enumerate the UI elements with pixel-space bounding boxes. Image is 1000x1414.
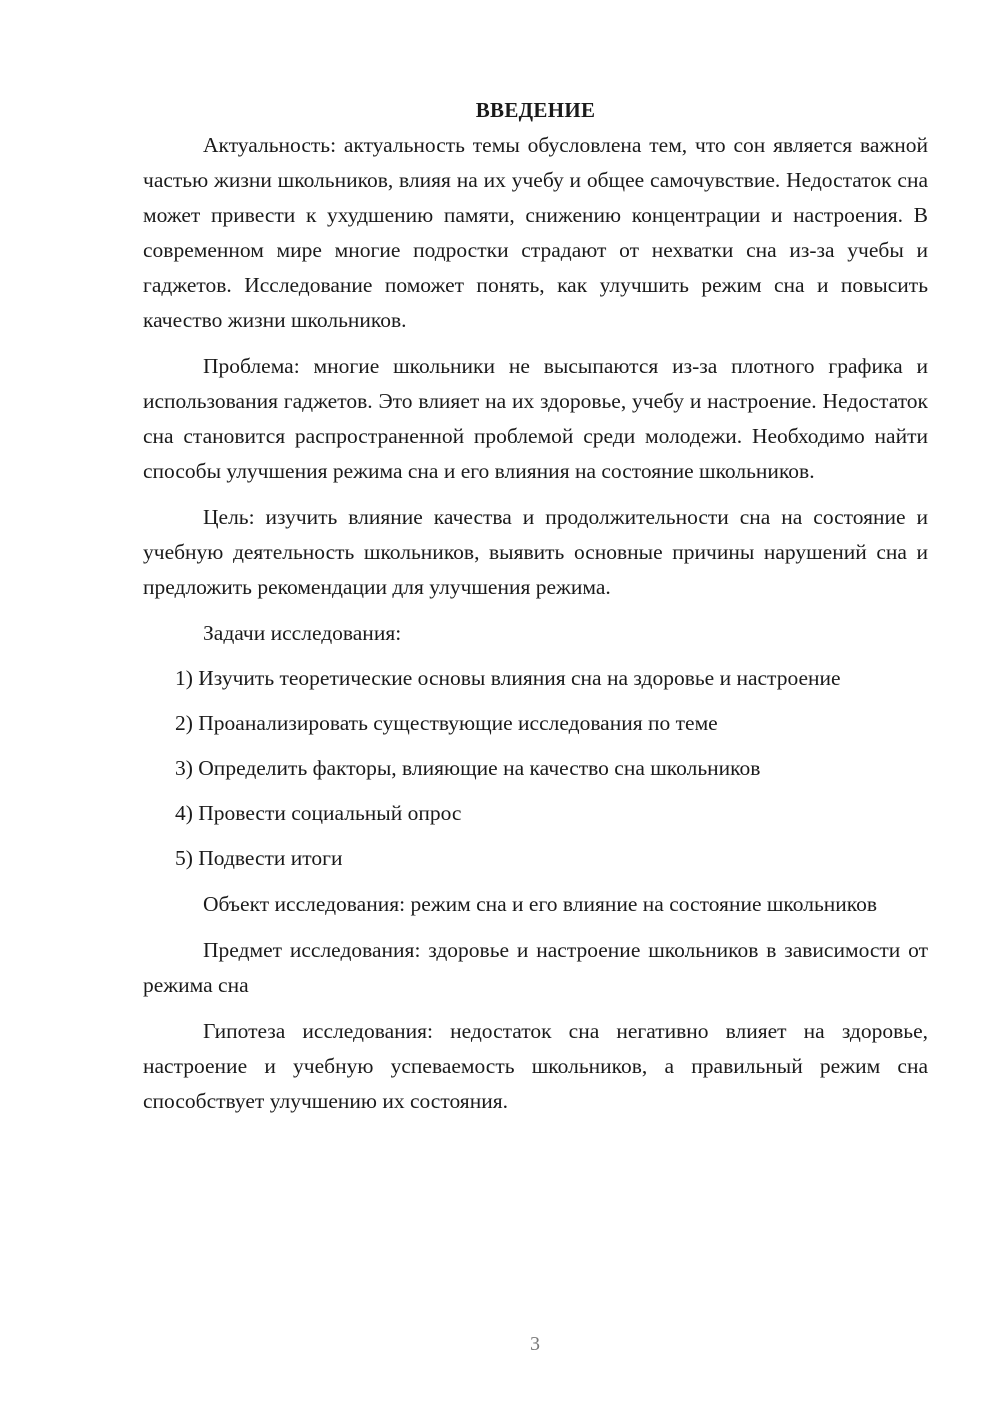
task-item: 1) Изучить теоретические основы влияния сна на здоровье и настроение — [175, 666, 841, 690]
task-item: 5) Подвести итоги — [175, 846, 343, 870]
tasks-heading: Задачи исследования: — [203, 621, 402, 645]
page-title: ВВЕДЕНИЕ — [475, 98, 596, 122]
relevance-paragraph: Актуальность: актуальность темы обусловлена тем, что сон является важной частью жизни школьников, влияя на их учебу и общее самочувствие. Недостаток сна может привести к ухудшению памяти, снижению концентрации и настроения. В современном мире многие подростки страдают от нехватки сна из-за учебы и гаджетов. Исследование поможет понять, как улучшить режим сна и повысить качество жизни школьников. — [143, 133, 928, 332]
task-item: 4) Провести социальный опрос — [175, 801, 462, 825]
subject-paragraph: Предмет исследования: здоровье и настроение школьников в зависимости от режима сна — [143, 938, 928, 997]
task-item: 2) Проанализировать существующие исследования по теме — [175, 711, 718, 735]
page-content — [143, 93, 928, 1119]
task-item: 3) Определить факторы, влияющие на качество сна школьников — [175, 756, 761, 780]
goal-paragraph: Цель: изучить влияние качества и продолжительности сна на состояние и учебную деятельность школьников, выявить основные причины нарушений сна и предложить рекомендации для улучшения режима. — [143, 505, 928, 599]
problem-paragraph: Проблема: многие школьники не высыпаются из-за плотного графика и использования гаджетов. Это влияет на их здоровье, учебу и настроение. Недостаток сна становится распространенной проблемой среди молодежи. Необходимо найти способы улучшения режима сна и его влияния на состояние школьников. — [143, 354, 928, 483]
object-paragraph: Объект исследования: режим сна и его влияние на состояние школьников — [203, 892, 878, 916]
hypothesis-paragraph: Гипотеза исследования: недостаток сна негативно влияет на здоровье, настроение и учебную успеваемость школьников, а правильный режим сна способствует улучшению их состояния. — [143, 1019, 928, 1113]
page-number: 3 — [530, 1333, 540, 1355]
